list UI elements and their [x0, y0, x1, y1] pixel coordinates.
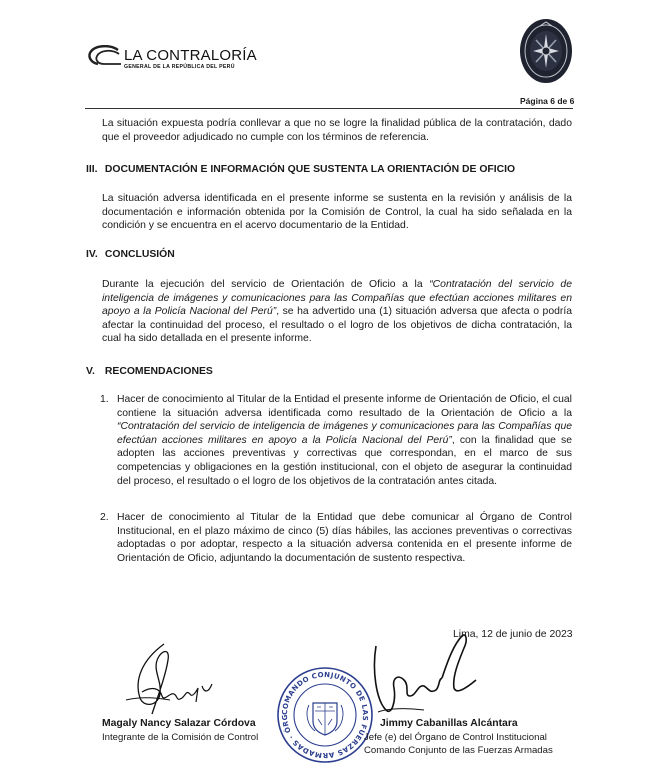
institutional-seal: [275, 665, 375, 765]
section-4-contract-title: “Contratación del servicio de inteligencia de imágenes y comunicaciones para las Compañías que efectúan acciones militares en apoyo a la Policía Nacional del Perú”: [102, 279, 572, 318]
section-5-number: V.: [86, 366, 95, 377]
signatory-1-role: Integrante de la Comisión de Control: [102, 732, 259, 743]
org-subtitle: GENERAL DE LA REPÚBLICA DEL PERÚ: [124, 64, 235, 70]
recommendation-1-contract-title: “Contratación del servicio de inteligencia de imágenes y comunicaciones para las Compañías que efectúan acciones militares en apoyo a la Policía Nacional del Perú”: [117, 421, 572, 446]
section-3-text: La situación adversa identificada en el presente informe se sustenta en la revisión y análisis de la documentación e información obtenida por la Comisión de Control, la cual ha sido señalada en la condición y se encuentra en el acervo documentario de la Entidad.: [102, 193, 572, 232]
section-4-title: CONCLUSIÓN: [104, 249, 175, 260]
recommendation-1-text-end: , con la finalidad que se adopten las acciones preventivas y correctivas que correspondan, en el marco de sus competencias y obligaciones en la gestión institucional, con el objeto de asegurar la continuidad del proceso, el resultado o el logro de los objetivos de la contratación antes citada.: [117, 434, 572, 487]
header-divider: [85, 108, 573, 109]
seal-stamp-icon: [275, 665, 375, 765]
recommendation-2-number: 2.: [100, 512, 109, 523]
contraloria-logo: [88, 44, 258, 74]
place-date: Lima, 12 de junio de 2023: [453, 629, 573, 640]
section-3-title: DOCUMENTACIÓN E INFORMACIÓN QUE SUSTENTA LA ORIENTACIÓN DE OFICIO: [104, 164, 516, 175]
military-shield-icon: [519, 18, 573, 84]
handwritten-signature-2: [368, 630, 483, 720]
ocl-emblem: [519, 18, 573, 84]
recommendation-2: [100, 511, 572, 565]
section-4-heading: [86, 249, 175, 260]
recommendation-1-number: 1.: [100, 394, 109, 405]
handwritten-signature-1: [112, 640, 222, 716]
recommendation-1-text: [117, 393, 572, 488]
page-number: Página 6 de 6: [520, 96, 575, 106]
svg-text:COMANDO CONJUNTO DE LAS FUERZA: COMANDO CONJUNTO DE LAS FUERZAS ARMADAS · ÓRG: [280, 670, 370, 760]
signatory-2-name: Jimmy Cabanillas Alcántara: [380, 718, 518, 729]
signatory-2-role: [364, 732, 553, 757]
signatory-2-role-line2: Comando Conjunto de las Fuerzas Armadas: [364, 744, 553, 756]
signatory-2-role-line1: Jefe (e) del Órgano de Control Institucional: [364, 732, 547, 743]
section-4-text-end: , se ha advertido una (1) situación adversa que afecta o podría afectar la continuidad del proceso, el resultado o el logro de los objetivos de dicha contratación, la cual ha sido detallada en el presente informe.: [102, 306, 573, 345]
org-name: LA CONTRALORÍA: [124, 47, 257, 64]
section-4-text-start: Durante la ejecución del servicio de Orientación de Oficio a la: [102, 279, 430, 290]
recommendation-2-text: Hacer de conocimiento al Titular de la Entidad que debe comunicar al Órgano de Control Institucional, en el plazo máximo de cinco (5) días hábiles, las acciones preventivas o correctivas adoptadas o por adoptar, respecto a la situación adversa contenida en el presente informe de Orientación de Oficio, adjuntando la documentación de sustento respectiva.: [117, 512, 572, 564]
section-3-number: III.: [86, 164, 98, 175]
section-4-number: IV.: [86, 249, 98, 260]
signatory-1-name: Magaly Nancy Salazar Córdova: [102, 718, 256, 729]
recommendation-1-text-start: Hacer de conocimiento al Titular de la Entidad el presente informe de Orientación de Oficio, el cual contiene la situación adversa identificada como resultado de la Orientación de Oficio a la: [117, 394, 572, 419]
section-4-text: [102, 278, 572, 346]
intro-paragraph: La situación expuesta podría conllevar a que no se logre la finalidad pública de la contratación, dado que el proveedor adjudicado no cumple con los términos de referencia.: [102, 118, 572, 143]
contraloria-swoosh-icon: [88, 45, 122, 71]
section-3-heading: [86, 164, 515, 175]
section-5-heading: [86, 366, 213, 377]
section-5-title: RECOMENDACIONES: [104, 366, 213, 377]
recommendation-1: [100, 393, 572, 488]
